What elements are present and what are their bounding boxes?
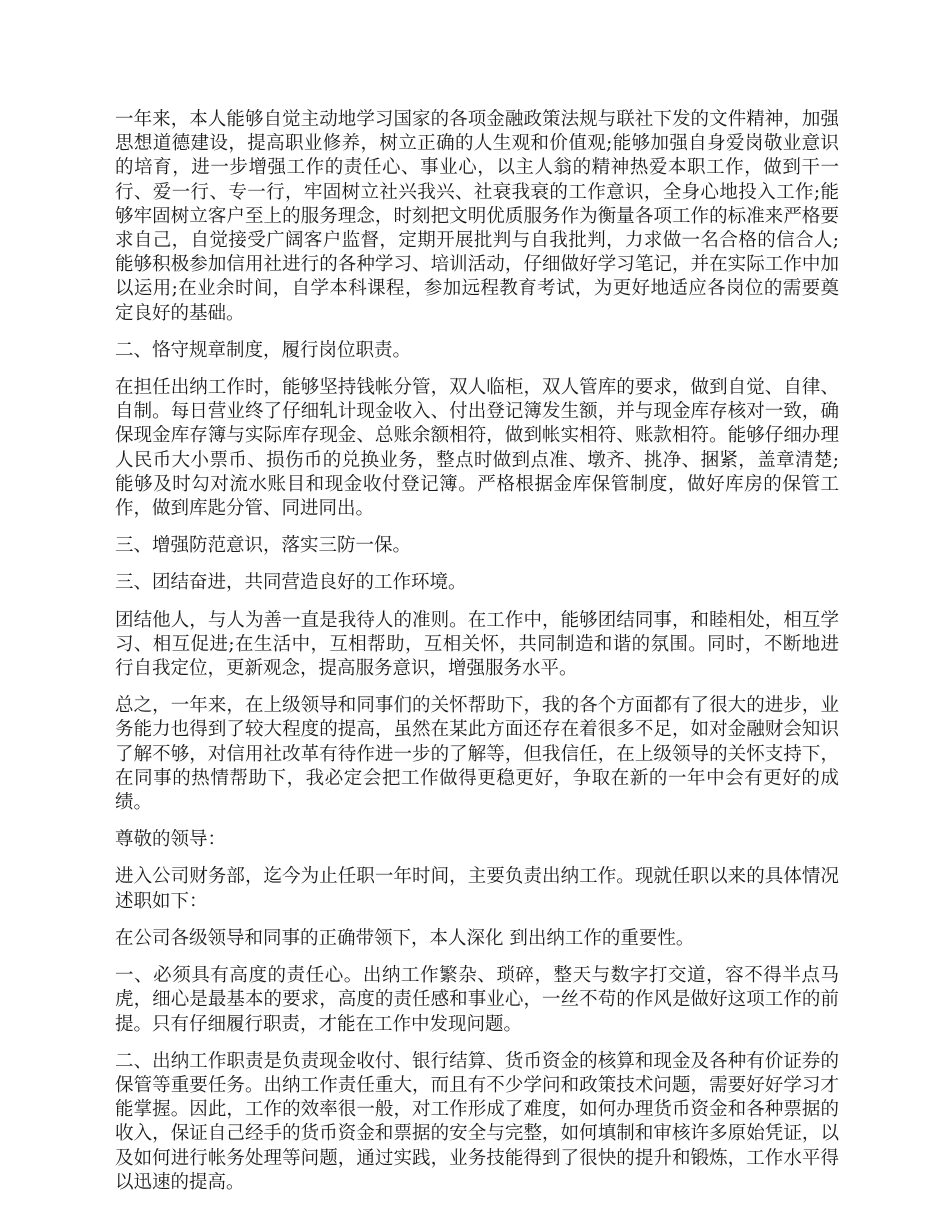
document-body (115, 108, 839, 1208)
heading-rules-duties: 二、恪守规章制度，履行岗位职责。 (115, 339, 412, 361)
paragraph-summary: 总之，一年来，在上级领导和同事们的关怀帮助下，我的各个方面都有了很大的进步，业务能力也得到了较大程度的提高，虽然在某此方面还存在着很多不足，如对金融财会知识了解不够，对信用社改革有待作进一步的了解等，但我信任，在上级领导的关怀支持下，在同事的热情帮助下，我必定会把工作做得更稳更好，争取在新的一年中会有更好的成绩。 (115, 695, 839, 814)
paragraph-annual-study: 一年来，本人能够自觉主动地学习国家的各项金融政策法规与联社下发的文件精神，加强思想道德建设，提高职业修养，树立正确的人生观和价值观;能够加强自身爱岗敬业意识的培育，进一步增强工作的责任心、事业心，以主人翁的精神热爱本职工作，做到干一行、爱一行、专一行，牢固树立社兴我兴、社衰我衰的工作意识，全身心地投入工作;能够牢固树立客户至上的服务理念，时刻把文明优质服务作为衡量各项工作的标准来严格要求自己，自觉接受广阔客户监督，定期开展批判与自我批判，力求做一名合格的信合人;能够积极参加信用社进行的各种学习、培训活动，仔细做好学习笔记，并在实际工作中加以运用;在业余时间，自学本科课程，参加远程教育考试，为更好地适应各岗位的需要奠定良好的基础。 (115, 109, 839, 324)
paragraph-intro: 进入公司财务部，迄今为止任职一年时间，主要负责出纳工作。现就任职以来的具体情况述职如下： (115, 866, 839, 912)
salutation: 尊敬的领导： (115, 829, 227, 851)
paragraph-importance: 在公司各级领导和同事的正确带领下，本人深化 到出纳工作的重要性。 (115, 927, 695, 949)
paragraph-cashier-duties: 在担任出纳工作时，能够坚持钱帐分管，双人临柜，双人管库的要求，做到自觉、自律、自制。每日营业终了仔细轧计现金收入、付出登记簿发生额，并与现金库存核对一致，确保现金库存簿与实际库存现金、总账余额相符，做到帐实相符、账款相符。能够仔细办理人民币大小票币、损伤币的兑换业务，整点时做到点准、墩齐、挑净、捆紧，盖章清楚;能够及时勾对流水账目和现金收付登记簿。严格根据金库保管制度，做好库房的保管工作，做到库匙分管、同进同出。 (115, 377, 839, 520)
paragraph-cashier-scope: 二、出纳工作职责是负责现金收付、银行结算、货币资金的核算和现金及各种有价证券的保管等重要任务。出纳工作责任重大，而且有不少学问和政策技术问题，需要好好学习才能掌握。因此，工作的效率很一般，对工作形成了难度，如何办理货币资金和各种票据的收入，保证自己经手的货币资金和票据的安全与完整，如何填制和审核许多原始凭证，以及如何进行帐务处理等问题，通过实践，业务技能得到了很快的提升和锻炼，工作水平得以迅速的提高。 (115, 1050, 839, 1193)
paragraph-teamwork: 团结他人，与人为善一直是我待人的准则。在工作中，能够团结同事，和睦相处，相互学习、相互促进;在生活中，互相帮助，互相关怀，共同制造和谐的氛围。同时，不断地进行自我定位，更新观念，提高服务意识，增强服务水平。 (115, 609, 839, 680)
paragraph-responsibility: 一、必须具有高度的责任心。出纳工作繁杂、琐碎，整天与数字打交道，容不得半点马虎，细心是最基本的要求，高度的责任感和事业心，一丝不苟的作风是做好这项工作的前提。只有仔细履行职责，才能在工作中发现问题。 (115, 965, 839, 1035)
heading-teamwork: 三、团结奋进，共同营造良好的工作环境。 (115, 572, 467, 594)
heading-prevention: 三、增强防范意识，落实三防一保。 (115, 535, 412, 557)
